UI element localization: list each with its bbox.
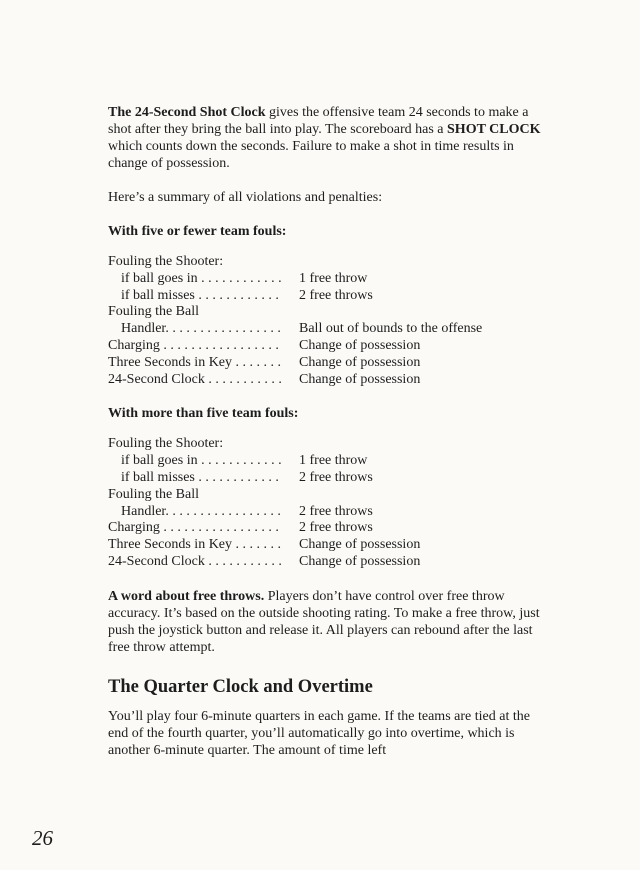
violation-row xyxy=(108,554,548,571)
penalty: 2 free throws xyxy=(299,503,373,519)
violation-name: Three Seconds in Key . . . . . . . xyxy=(108,537,282,553)
penalty: Ball out of bounds to the offense xyxy=(299,321,483,337)
penalty: Change of possession xyxy=(299,537,421,553)
violation-row xyxy=(108,470,548,487)
violation-name: if ball misses . . . . . . . . . . . . xyxy=(121,287,279,303)
violations-list-five-or-fewer xyxy=(108,254,548,388)
shot-clock-term: SHOT CLOCK xyxy=(447,122,541,137)
section-five-or-fewer-heading: With five or fewer team fouls: xyxy=(108,224,287,239)
quarter-clock-paragraph: You’ll play four 6-minute quarters in each game. If the teams are tied at the end of the fourth quarter, you’ll automatically go into overtime, which is another 6-minute quarter. The amount of time left xyxy=(108,708,530,758)
violation-row xyxy=(108,520,548,537)
free-throws-text: Players don’t have control over free throw accuracy. It’s based on the outside shooting rating. To make a free throw, just push the joystick button and release it. All players can rebound after the last free throw attempt. xyxy=(108,588,540,655)
violation-row xyxy=(108,504,548,521)
penalty: 2 free throws xyxy=(299,469,373,485)
shot-clock-text-b: which counts down the seconds. Failure to make a shot in time results in change of possession. xyxy=(108,139,514,171)
penalty: 2 free throws xyxy=(299,287,373,303)
violation-row xyxy=(108,537,548,554)
violation-name: Three Seconds in Key . . . . . . . xyxy=(108,354,282,370)
page-number: 26 xyxy=(32,826,53,850)
violation-row xyxy=(108,355,548,372)
violation-row xyxy=(108,436,548,453)
shot-clock-text-a: gives the offensive team 24 seconds to make a shot after they bring the ball into play. The scoreboard has a xyxy=(108,105,529,137)
violation-name: Handler. . . . . . . . . . . . . . . . . xyxy=(121,321,281,337)
violation-name: Fouling the Shooter: xyxy=(108,254,224,269)
violation-row xyxy=(108,487,548,504)
violation-name: if ball goes in . . . . . . . . . . . . xyxy=(121,270,282,286)
violation-row xyxy=(108,338,548,355)
summary-text: Here’s a summary of all violations and penalties: xyxy=(108,190,383,205)
violation-name: 24-Second Clock . . . . . . . . . . . xyxy=(108,371,282,387)
shot-clock-lead: The 24-Second Shot Clock xyxy=(108,105,266,120)
penalty: Change of possession xyxy=(299,371,421,387)
page-content xyxy=(108,104,548,759)
violation-name: Charging . . . . . . . . . . . . . . . . . xyxy=(108,520,279,536)
violation-row xyxy=(108,372,548,389)
penalty: 1 free throw xyxy=(299,270,368,286)
violation-row xyxy=(108,254,548,271)
violation-row xyxy=(108,304,548,321)
section-more-than-five-heading: With more than five team fouls: xyxy=(108,406,299,422)
free-throws-paragraph xyxy=(108,588,548,656)
violation-name: Fouling the Shooter: xyxy=(108,436,224,452)
violation-row xyxy=(108,453,548,470)
penalty: Change of possession xyxy=(299,337,421,353)
violation-name: Charging . . . . . . . . . . . . . . . . . xyxy=(108,337,279,353)
violation-name: if ball goes in . . . . . . . . . . . . xyxy=(121,453,282,469)
penalty: 2 free throws xyxy=(299,520,373,536)
violation-name: if ball misses . . . . . . . . . . . . xyxy=(121,469,279,485)
violation-name: Fouling the Ball xyxy=(108,304,199,320)
violation-row xyxy=(108,321,548,338)
shot-clock-paragraph xyxy=(108,104,548,172)
violation-row xyxy=(108,288,548,305)
free-throws-lead: A word about free throws. xyxy=(108,588,265,604)
penalty: Change of possession xyxy=(299,553,421,569)
violation-name: 24-Second Clock . . . . . . . . . . . xyxy=(108,553,282,569)
violation-name: Fouling the Ball xyxy=(108,486,199,502)
penalty: Change of possession xyxy=(299,354,421,370)
violation-row xyxy=(108,271,548,288)
violation-name: Handler. . . . . . . . . . . . . . . . . xyxy=(121,503,281,519)
penalty: 1 free throw xyxy=(299,453,368,469)
violations-list-more-than-five xyxy=(108,436,548,570)
quarter-clock-heading: The Quarter Clock and Overtime xyxy=(108,676,373,697)
